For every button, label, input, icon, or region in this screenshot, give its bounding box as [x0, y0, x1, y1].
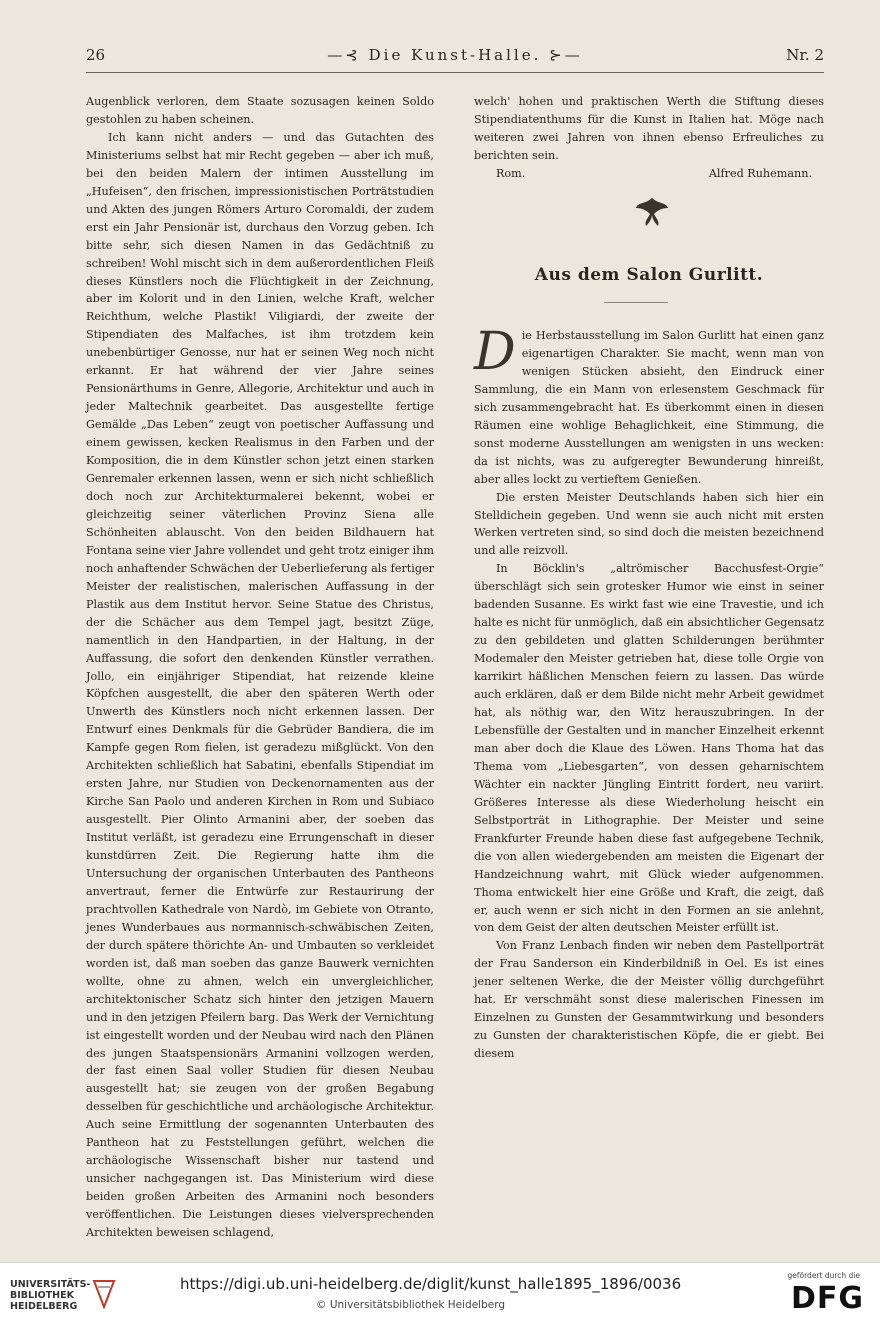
paragraph: Von Franz Lenbach finden wir neben dem Pastellporträt der Frau Sanderson ein Kinderbildniß in Oel. Es ist eines jener seltenen Werke, die der Meister völlig durchgeführt hat. Er verschmäht sonst diese malerischen Finessen im Einzelnen zu Gunsten der Gesammtwirkung und besonders zu Gunsten der charakteristischen Köpfe, die er giebt. Bei diesem — [474, 939, 824, 1061]
paragraph: In Böcklin's „altrömischer Bacchusfest-Orgie“ überschlägt sich sein grotesker Humor wie einst in seiner badenden Susanne. Es wirkt fast wie eine Travestie, und ich halte es nicht für unmöglich, daß ein absichtlicher Gegensatz zu den gebildeten und glatten Schilderungen berühmter Modemaler den Meister getrieben hat, diese tolle Orgie von karrikirt häßlichen Menschen feiern zu lassen. Das würde auch erklären, daß er dem Bilde nicht mehr Arbeit gewidmet hat, als nöthig war, den Witz herauszubringen. In der Lebensfülle der Gestalten und in mancher Einzelheit erkennt man aber doch die Klaue des Löwen. Hans Thoma hat das Thema vom „Liebesgarten“, von dessen geharnischtem Wächter ein nackter Jüngling Eintritt fordert, neu variirt. Größeres Interesse als diese Wiederholung heischt ein Selbstporträt in Lithographie. Der Meister und seine Frankfurter Freunde haben diese fast aufgegebene Technik, die von allen wiedergebenden am meisten die Eigenart der Handzeichnung wahrt, mit Glück wieder aufgenommen. Thoma entwickelt hier eine Größe und Kraft, die zeigt, daß er, auch wenn er sich nicht in den Formen an sie anlehnt, von dem Geist der alten deutschen Meister erfüllt ist. — [474, 562, 824, 935]
viewer-footer — [0, 1262, 880, 1324]
right-column-top — [474, 93, 824, 183]
copyright: © Universitätsbibliothek Heidelberg — [316, 1299, 506, 1311]
ornament-icon — [632, 194, 672, 228]
drop-cap: D — [474, 322, 516, 382]
paragraph-text: ie Herbstausstellung im Salon Gurlitt hat einen ganz eigenartigen Charakter. Sie macht, wenn man von wenigen Stücken absieht, den Eindruck einer Sammlung, die ein Mann von erlesenstem Geschmack für sich zusammengebracht hat. Es überkommt einen in diesen Räumen eine wohlige Behaglichkeit, eine Stimmung, die sonst moderne Ausstellungen am wenigsten in uns wecken: da ist nichts, was zu aufgeregter Bewunderung hinreißt, aber alles lockt zu vertieftem Genießen. — [474, 329, 824, 486]
running-head — [86, 46, 824, 66]
paragraph: Die ersten Meister Deutschlands haben sich hier ein Stelldichein gegeben. Und wenn sie auch nicht mit ersten Werken vertreten sind, so sind doch die meisten bezeichnend und alle reizvoll. — [474, 490, 824, 558]
signature-place: Rom. — [496, 166, 526, 180]
library-logo-icon — [90, 1277, 118, 1309]
paragraph — [474, 322, 824, 489]
page-number: 26 — [86, 46, 106, 64]
permalink[interactable]: https://digi.ub.uni-heidelberg.de/diglit/kunst_halle1895_1896/0036 — [180, 1275, 682, 1293]
right-column-main — [474, 322, 824, 1063]
paragraph: welch' hohen und praktischen Werth die Stiftung dieses Stipendiatenthums für die Kunst in Italien hat. Möge nach weiteren zwei Jahren von ihnen ebenso Erfreuliches zu berichten sein. — [474, 95, 824, 162]
funded-by: gefördert durch die — [787, 1271, 860, 1280]
signature-author: Alfred Ruhemann. — [708, 166, 812, 180]
left-column — [86, 93, 434, 1242]
paragraph: Ich kann nicht anders — und das Gutachten des Ministeriums selbst hat mir Recht gegeben — aber ich muß, bei den beiden Malern der intimen Ausstellung im „Hufeisen“, den frischen, impressionistischen Porträtstudien und Akten des jungen Römers Arturo Coromaldi, der zudem erst ein Jahr Pensionär ist, durchaus den Vorzug geben. Ich bitte sehr, sich diesen Namen in das Gedächtniß zu schreiben! Wohl mischt sich in dem außerordentlichen Fleiß dieses Künstlers noch die Flüchtigkeit in der Zeichnung, aber im Kolorit und in den Linien, welche Kraft, welcher Reichthum, welche Plastik! Viligiardi, der zweite der Stipendiaten des Malfaches, ist ihm trotzdem kein unebenbürtiger Genosse, nur hat er seinen Weg noch nicht erkannt. Er hat während der vier Jahre seines Pensionärthums in Genre, Allegorie, Architektur und auch in jeder Maltechnik gearbeitet. Das ausgestellte fertige Gemälde „Das Leben“ zeugt von poetischer Auffassung und einem gewissen, kecken Realismus in den Farben und der Komposition, die in dem Künstler schon jetzt einen starken Genremaler erkennen lassen, wenn er sich nicht schließlich doch noch zur Architekturmalerei bekennt, wobei er gleichzeitig seiner väterlichen Provinz Siena alle Schönheiten ablauscht. Von den beiden Bildhauern hat Fontana seine vier Jahre vollendet und geht trotz einiger ihm noch anhaftender Schwächen der Ueberlieferung als fertiger Meister der realistischen, malerischen Auffassung in der Plastik aus dem Institut hervor. Seine Statue des Christus, der die Schächer aus dem Tempel jagt, besitzt Züge, namentlich in den Handpartien, in der Haltung, in der Auffassung, die sofort den denkenden Künstler verrathen. Jollo, ein einjähriger Stipendiat, hat reizende kleine Köpfchen ausgestellt, die aber den späteren Werth oder Unwerth des Künstlers noch nicht erkennen lassen. Der Entwurf eines Denkmals für die Gebrüder Bandiera, die im Kampfe gegen Rom fielen, ist geradezu mißglückt. Von den Architekten schließlich hat Sabatini, ebenfalls Stipendiat im ersten Jahre, nur Studien von Deckenornamenten aus der Kirche San Paolo und anderen Kirchen in Rom und Subiaco ausgestellt. Pier Olinto Armanini aber, der soeben das Institut verläßt, ist geradezu eine Errungenschaft in dieser kunstdürren Zeit. Die Regierung hatte ihm die Untersuchung der organischen Unterbauten des Pantheons anvertraut, ferner die Entwürfe zur Restaurirung der prachtvollen Kathedrale von Nardò, im Gebiete von Otranto, jenes Wunderbaues aus normannisch-schwäbischen Zeiten, der durch spätere thörichte An- und Umbauten so verkleidet worden ist, daß man soeben das ganze Bauwerk vernichten wollte, ohne zu ahnen, welch ein unvergleichlicher, architektonischer Schatz sich hinter den jetzigen Mauern und in den jetzigen Pfeilern barg. Das Werk der Vernichtung ist eingestellt worden und der Neubau wird nach den Plänen des jungen Staatspensionärs Armanini vollzogen werden, der fast einen Saal voller Studien für diesen Neubau ausgestellt hat; sie zeugen von der großen Begabung desselben für geschichtliche und archäologische Architektur. Auch seine Ermittlung der sogenannten Unterbauten des Pantheon hat zu Feststellungen geführt, welchen die archäologische Wissenschaft bisher nur tastend und unsicher nachgegangen ist. Das Ministerium wird diese beiden großen Arbeiten des Armanini noch besonders veröffentlichen. Die Leistungen dieses vielversprechenden Architekten beweisen schlagend, — [86, 130, 434, 1240]
issue-number: Nr. 2 — [786, 46, 824, 64]
header-rule — [86, 72, 824, 73]
signature-line — [474, 165, 824, 183]
section-title: Aus dem Salon Gurlitt. — [534, 265, 764, 285]
title-rule — [604, 302, 668, 303]
dfg-logo: DFG — [790, 1281, 864, 1316]
library-name: UNIVERSITÄTS-BIBLIOTHEK HEIDELBERG — [10, 1279, 91, 1312]
paragraph: Augenblick verloren, dem Staate sozusagen keinen Soldo gestohlen zu haben scheinen. — [86, 95, 434, 126]
running-title: —⊰ Die Kunst-Halle. ⊱— — [327, 46, 583, 64]
